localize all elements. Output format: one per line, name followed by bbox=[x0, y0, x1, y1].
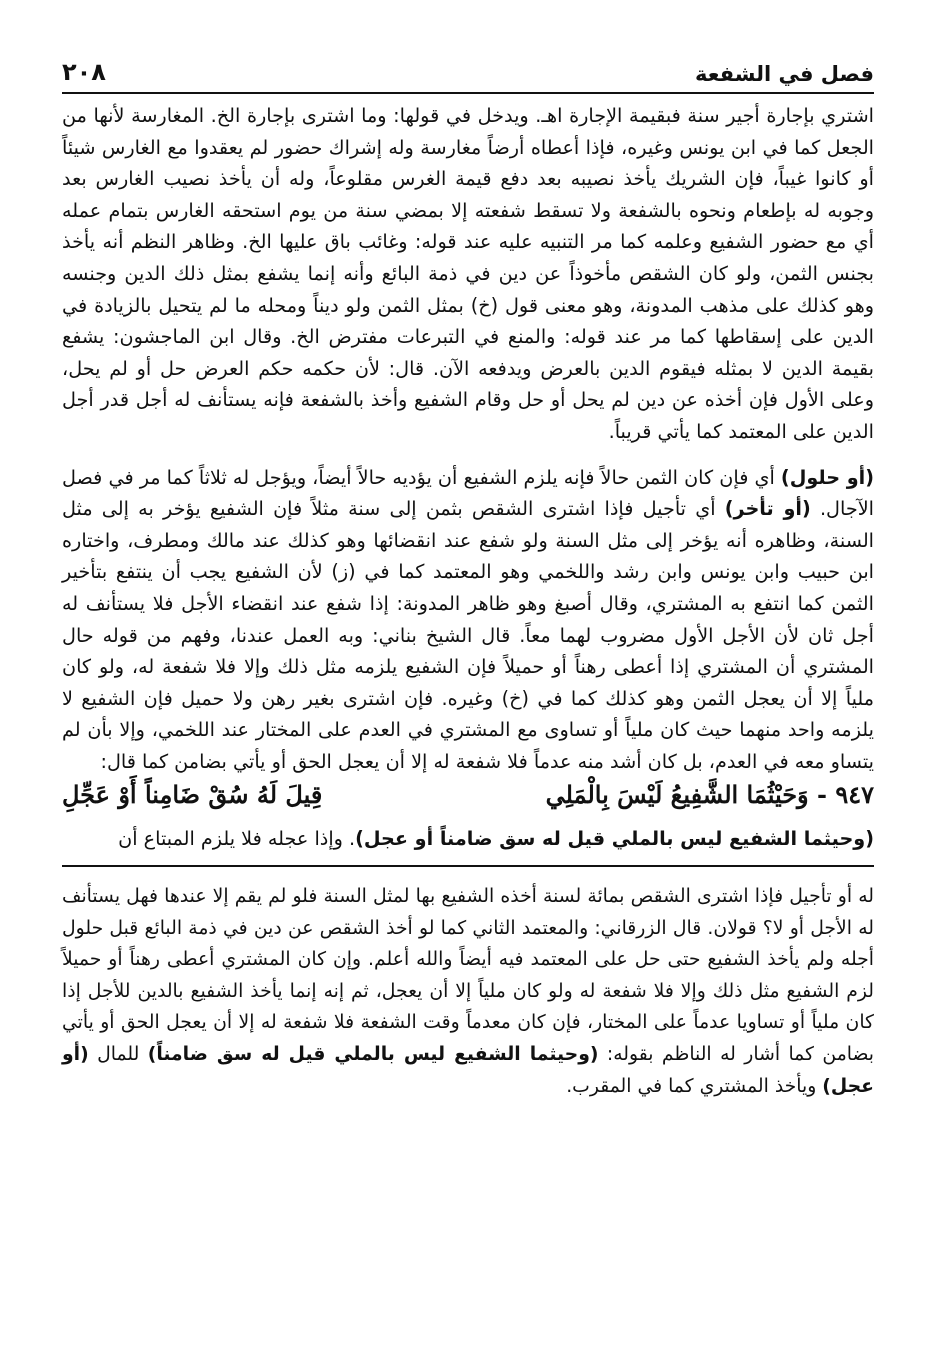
verse-line bbox=[62, 779, 874, 823]
paragraph-2-text-b: أي تأجيل فإذا اشترى الشقص بثمن إلى سنة مثلاً فإن الشفيع يؤخر به إلى مثل السنة، وظاهره أنه يؤخر إلى مثل السنة ولو شفع عند انقضائها وهو كذلك عند مالك ومطرف، واختاره ابن حبيب وابن يونس وابن رشد واللخمي وهو المعتمد كما في (ز) لأن الشفيع يجب أن ينتفع بتأخير الثمن كما انتفع به المشتري، وقال أصبغ وهو ظاهر المدونة: إذا شفع عند انقضاء الأجل فلا يستأنف له أجل ثان لأن الأجل الأول مضروب لهما معاً. قال الشيخ بناني: وبه العمل عندنا، وفهم من قوله حال المشتري أن المشتري إذا أعطى رهناً أو حميلاً فإن الشفيع يلزمه مثل ذلك وإلا فلا شفعة له، ولو كان ملياً إلا أن يعجل الثمن وهو كذلك كما في (خ) وغيره. فإن اشترى بغير رهن ولا حميل فإن الشفيع لا يلزمه واحد منهما حيث كان ملياً أو تساوى مع المشتري في العدم على المختار عند اللخمي، وإلا بأن لم يتساو معه في العدم، بل كان أشد منه عدماً فلا شفعة له إلا أن يعجل الحق أو يأتي بضامن كما قال: bbox=[62, 497, 874, 773]
verse-commentary-text: . وإذا عجله فلا يلزم المبتاع أن bbox=[118, 827, 356, 851]
paragraph-2 bbox=[62, 462, 874, 778]
footnote-quote-2: (أو عجل) bbox=[62, 1044, 874, 1097]
footnote-text-a: له أو تأجيل فإذا اشترى الشقص بمائة لسنة أخذه الشفيع بها لمثل السنة فلو لم يقم إلا عندها فهل يستأنف له الأجل أو لا؟ قولان. قال الزرقاني: والمعتمد الثاني كما لو أخذ الشقص عن دين في ذمة البائع قبل حلول أجله ولم يأخذ الشفيع حتى حل على المعتمد فيه أيضاً والله أعلم. وإن كان المشتري أعطى رهناً أو حميلاً لزم الشفيع مثل ذلك وإلا فلا شفعة له ولو كان ملياً إلا أن يعجل، ثم إنه إنما يأخذ الشفيع بالدين للأجل إذا كان ملياً أو تساويا عدماً على المختار، فإن كان معدماً وقت الشفعة فلا شفعة له إلا أن يعجل الحق أو يأتي بضامن كما أشار له الناظم بقوله: bbox=[62, 886, 875, 1066]
verse-number: ٩٤٧ - bbox=[817, 780, 874, 810]
verse-first-hemistich bbox=[546, 779, 874, 811]
lead-term-ta-akhkhur: (أو تأخر) bbox=[724, 497, 811, 521]
paragraph-1 bbox=[62, 100, 874, 448]
main-text bbox=[62, 100, 874, 855]
running-title: فصل في الشفعة bbox=[695, 62, 874, 86]
footnote-text-b: للمال bbox=[88, 1044, 148, 1066]
footnote-text-end: ويأخذ المشتري كما في المقرب. bbox=[566, 1075, 823, 1097]
footnotes bbox=[62, 881, 874, 1102]
footnote-text bbox=[62, 881, 874, 1102]
page-header bbox=[62, 38, 874, 86]
page-number: ٢٠٨ bbox=[62, 58, 106, 86]
footnote-quote: (وحيثما الشفيع ليس بالملي قيل له سق ضامناً) bbox=[147, 1044, 599, 1066]
verse-second-hemistich: قِيلَ لَهُ سُقْ ضَامِناً أَوْ عَجِّلِ bbox=[62, 780, 323, 810]
verse-commentary bbox=[62, 823, 874, 855]
header-rule bbox=[62, 92, 874, 94]
lead-term-hulul: (أو حلول) bbox=[780, 465, 874, 489]
verse-right-text: وَحَيْثُمَا الشَّفِيعُ لَيْسَ بِالْمَلِي bbox=[545, 780, 809, 810]
footnote-rule bbox=[62, 865, 874, 867]
paragraph-1-text: اشتري بإجارة أجير سنة فبقيمة الإجارة اهـ. ويدخل في قولها: وما اشترى بإجارة الخ. المغارسة لأنها من الجعل كما في ابن يونس وغيره، فإذا أعطاه أرضاً مغارسة وله إشراك حضور لم يعقدوا مع الغارس شيئاً أو كانوا غيباً، فإن الشريك يأخذ نصيبه بعد دفع قيمة الغرس مقلوعاً، وله أن يأخذ نصيب الغارس بعد وجوبه له بإطعام ونحوه بالشفعة ولا تسقط شفعته إلا بمضي سنة من يوم استحقه الغارس بتمام عمله أي مع حضور الشفيع وعلمه كما مر التنبيه عليه عند قوله: وغائب باق عليها الخ. وظاهر النظم أنه يأخذ بجنس الثمن، ولو كان الشقص مأخوذاً عن دين في ذمة البائع وأنه إنما يشفع بمثل ذلك الدين وجنسه وهو كذلك على مذهب المدونة، وهو معنى قول (خ) بمثل الثمن ولو ديناً ومحله ما لم يتحيل بالزيادة في الدين على إسقاطها كما مر عند قوله: والمنع في التبرعات مفترض الخ. وقال ابن الماجشون: يشفع بقيمة الدين لا بمثله فيقوم الدين بالعرض ويدفعه الآن. قال: لأن حكمه حكم العرض حل أو لم يحل، وعلى الأول فإن أخذه عن دين لم يحل أو حل وقام الشفيع وأخذ بالشفعة فإنه يستأنف له أجل قدر أجل الدين على المعتمد كما يأتي قريباً. bbox=[62, 104, 874, 443]
book-page bbox=[62, 38, 874, 1328]
verse-quote: (وحيثما الشفيع ليس بالملي قيل له سق ضامناً أو عجل) bbox=[355, 827, 874, 851]
paragraph-2-text-a: أي فإن كان الثمن حالاً فإنه يلزم الشفيع أن يؤديه حالاً أيضاً، ويؤجل له ثلاثاً كما مر في فصل الآجال. bbox=[62, 465, 874, 521]
